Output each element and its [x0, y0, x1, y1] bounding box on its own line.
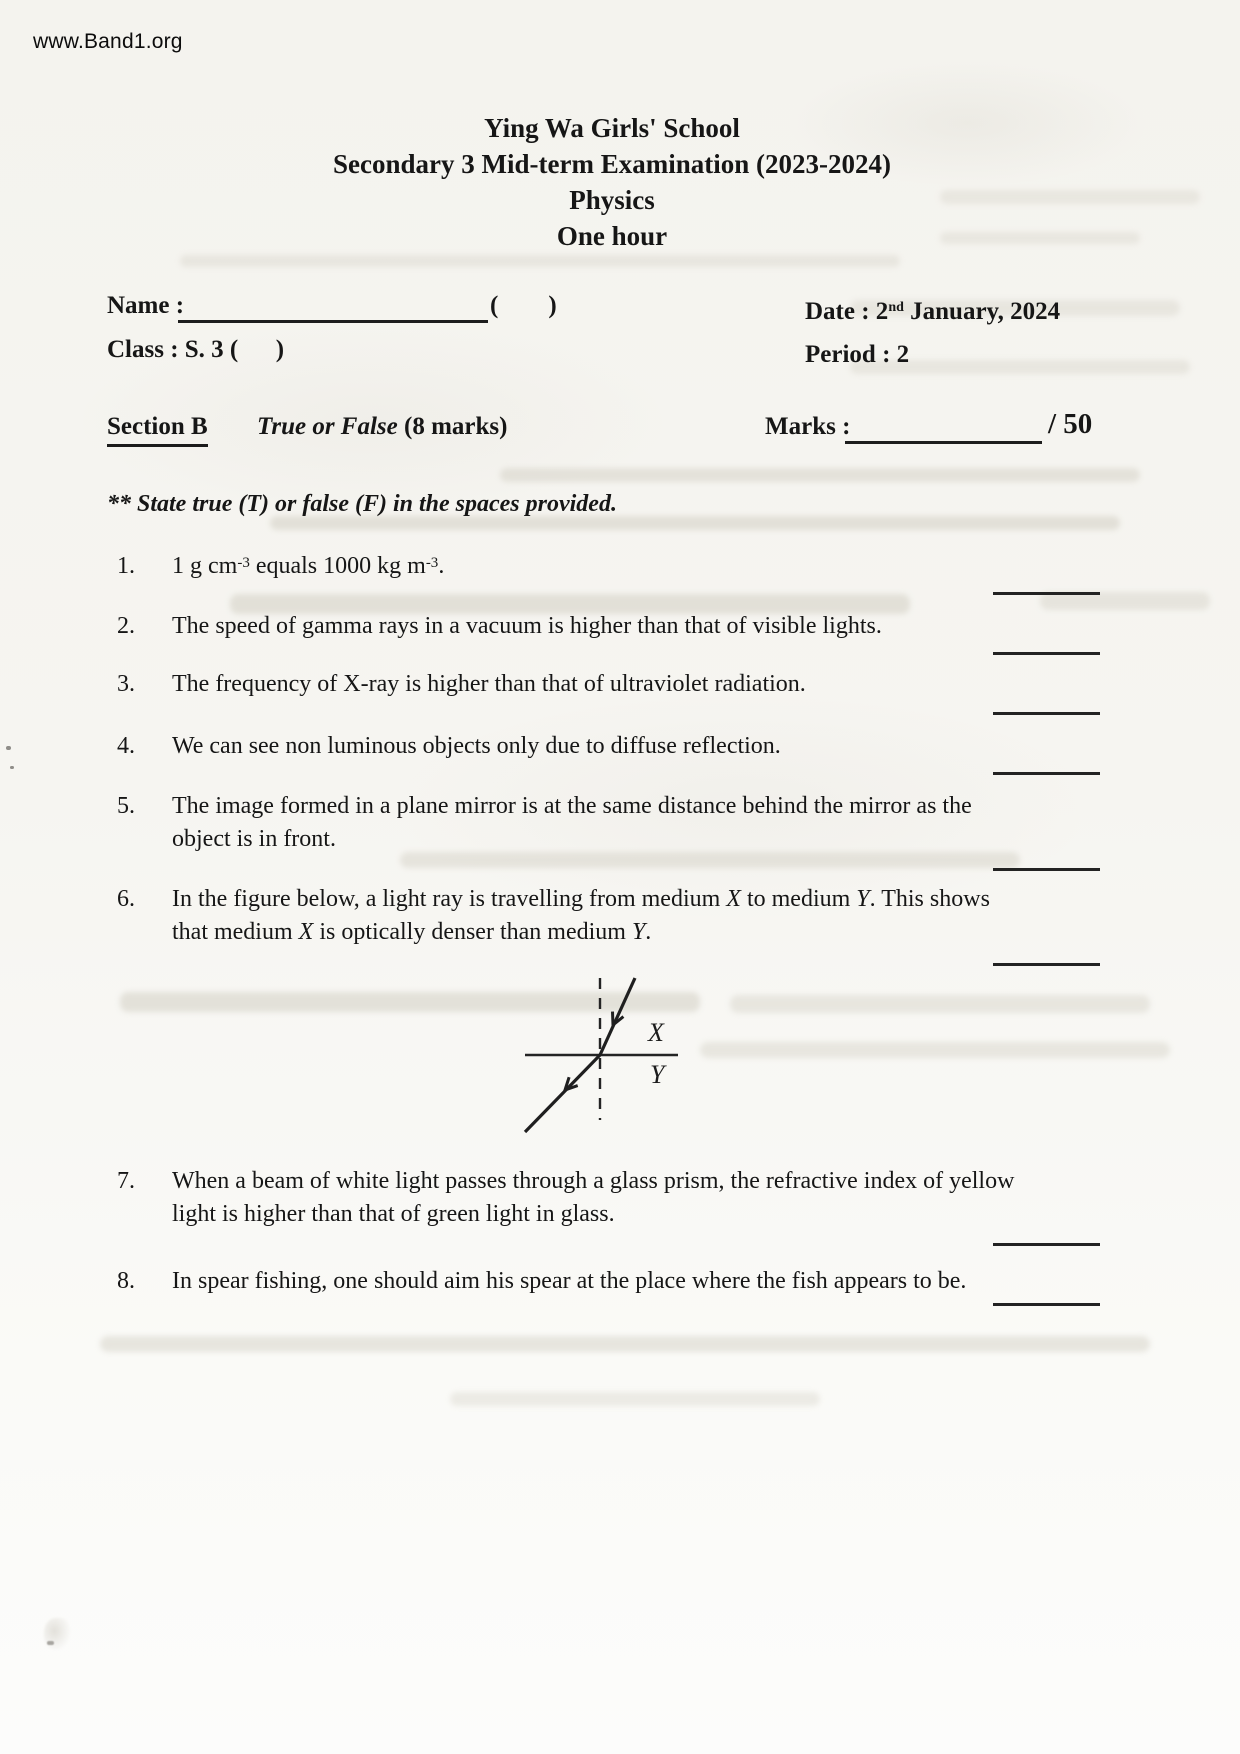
section-type-label: True or False — [257, 413, 398, 440]
answer-blank-q5 — [993, 868, 1100, 871]
exam-duration: One hour — [556, 221, 668, 251]
question-text: When a beam of white light passes through a glass prism, the refractive index of yellow light is higher than that of green light in glass. — [172, 1168, 1015, 1227]
question-number: 4. — [117, 733, 135, 759]
answer-blank-q6 — [993, 963, 1100, 966]
margin-speck — [10, 766, 14, 769]
question-text: In the figure below, a light ray is travelling from medium X to medium Y. This shows that medium X is optically denser than medium Y. — [172, 886, 990, 945]
section-heading: Section B — [107, 413, 208, 447]
answer-blank-q8 — [993, 1303, 1100, 1306]
title-block — [0, 110, 1224, 254]
question-row-4 — [117, 730, 1197, 763]
question-number: 6. — [117, 886, 135, 912]
section-instruction: ** State true (T) or false (F) in the spaces provided. — [107, 491, 617, 517]
question-number: 3. — [117, 671, 135, 697]
school-name: Ying Wa Girls' School — [484, 113, 740, 143]
question-row-7 — [117, 1165, 1197, 1231]
question-row-2 — [117, 610, 1197, 643]
answer-blank-q2 — [993, 652, 1100, 655]
marks-underline — [845, 441, 1042, 444]
date-suffix: January, 2024 — [903, 298, 1061, 325]
page-smudge — [44, 1618, 70, 1650]
question-row-6 — [117, 883, 1197, 949]
question-text: 1 g $cm^{-3}$ equals 1000 kg $m^{-3}$. — [172, 553, 445, 579]
bleed-artifact — [100, 1336, 1150, 1352]
bleed-artifact — [180, 255, 900, 267]
incident-ray — [600, 978, 635, 1055]
bleed-artifact — [730, 995, 1150, 1013]
page-smudge-dot — [47, 1641, 54, 1645]
question-text: The image formed in a plane mirror is at the same distance behind the mirror as the object is in front. — [172, 793, 972, 852]
bleed-artifact — [450, 1392, 820, 1406]
name-label: Name : — [107, 292, 185, 319]
bleed-artifact — [700, 1042, 1170, 1058]
margin-speck — [6, 746, 11, 750]
answer-blank-q3 — [993, 712, 1100, 715]
name-underline — [178, 320, 488, 323]
question-row-5 — [117, 790, 1197, 856]
answer-blank-q7 — [993, 1243, 1100, 1246]
date-prefix: Date : 2 — [805, 298, 889, 325]
question-number: 5. — [117, 793, 135, 819]
question-text: In spear fishing, one should aim his spear at the place where the fish appears to be. — [172, 1268, 967, 1294]
bleed-artifact — [270, 516, 1120, 530]
refracted-ray — [525, 1055, 600, 1132]
exam-title: Secondary 3 Mid-term Examination (2023-2024) — [333, 149, 891, 179]
date-ordinal: nd — [888, 300, 904, 315]
marks-label: Marks : — [765, 413, 851, 440]
bleed-artifact — [500, 468, 1140, 482]
answer-blank-q1 — [993, 592, 1100, 595]
section-marks-note: (8 marks) — [404, 413, 508, 440]
question-row-3 — [117, 668, 1197, 701]
answer-blank-q4 — [993, 772, 1100, 775]
question-number: 1. — [117, 553, 135, 579]
question-text: We can see non luminous objects only due to diffuse reflection. — [172, 733, 781, 759]
period-label: Period : 2 — [805, 341, 910, 368]
question-number: 7. — [117, 1168, 135, 1194]
subject-title: Physics — [569, 185, 655, 215]
medium-x-label: X — [648, 1018, 664, 1047]
question-text: The speed of gamma rays in a vacuum is higher than that of visible lights. — [172, 613, 882, 639]
refraction-figure — [500, 958, 730, 1163]
question-text: The frequency of X-ray is higher than that of ultraviolet radiation. — [172, 671, 806, 697]
question-number: 8. — [117, 1268, 135, 1294]
question-row-1 — [117, 550, 1197, 583]
class-label: Class : S. 3 ( ) — [107, 336, 285, 363]
watermark: www.Band1.org — [33, 30, 183, 53]
date-label — [805, 294, 1060, 326]
question-row-8 — [117, 1265, 1197, 1298]
section-type — [257, 413, 507, 441]
question-number: 2. — [117, 613, 135, 639]
medium-y-label: Y — [650, 1060, 665, 1089]
figure-svg — [500, 958, 730, 1163]
marks-total: / 50 — [1048, 408, 1093, 440]
name-paren: ( ) — [490, 292, 557, 319]
